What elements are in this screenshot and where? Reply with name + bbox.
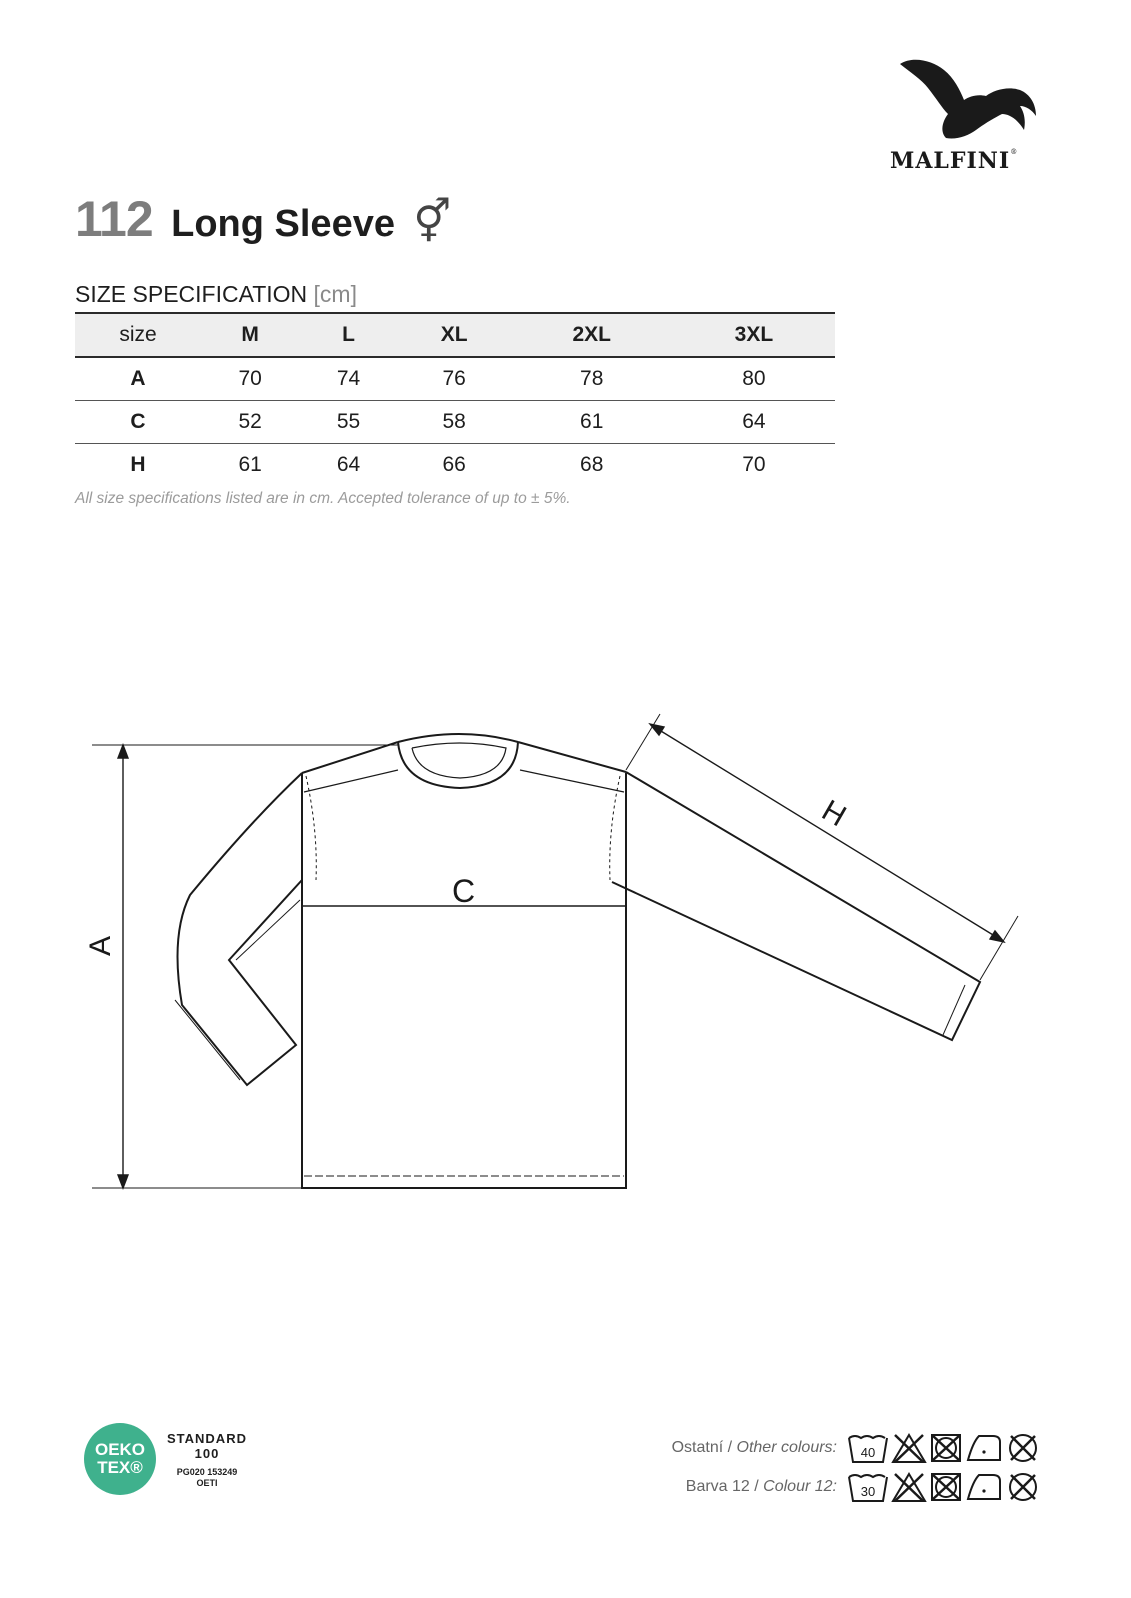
header-cell: XL (398, 313, 511, 357)
dimension-h (626, 714, 1018, 980)
table-cell: 74 (299, 357, 397, 401)
garment-diagram (0, 690, 1131, 1210)
table-cell: 58 (398, 401, 511, 444)
tolerance-note: All size specifications listed are in cm. Accepted tolerance of up to ± 5%. (75, 490, 571, 507)
care-label: Barva 12 / Colour 12: (685, 1478, 837, 1495)
table-cell: 68 (580, 453, 604, 476)
table-cell: 64 (673, 401, 835, 444)
table-cell: 61 (511, 401, 673, 444)
shirt-outline (175, 734, 980, 1188)
oeko-tex-logo: OEKO TEX® (84, 1423, 156, 1495)
care-icons (847, 1471, 1041, 1503)
size-table (75, 312, 835, 486)
eagle-icon (898, 54, 1038, 142)
standard-label: STANDARD 100 (167, 1431, 247, 1461)
table-cell: 76 (398, 357, 511, 401)
svg-text:40: 40 (860, 1445, 876, 1460)
header-cell: 3XL (673, 313, 835, 357)
row-label: A (75, 357, 201, 401)
no-bleach-icon (891, 1471, 927, 1503)
table-row (75, 401, 835, 444)
unit-label: [cm] (313, 281, 357, 307)
no-dry-clean-icon (1005, 1432, 1041, 1464)
no-dry-clean-icon (1005, 1471, 1041, 1503)
dimension-a-label: A (84, 935, 117, 956)
oeko-tex-badge (84, 1423, 259, 1498)
unisex-icon: ⚥ (413, 197, 452, 246)
wash-icon (847, 1471, 889, 1503)
brand-name: MALFINI® (890, 148, 1019, 174)
dimension-a (92, 745, 398, 1188)
dimension-h-label: H (816, 793, 852, 834)
product-name: Long Sleeve (171, 203, 395, 245)
no-tumble-dry-icon (929, 1471, 963, 1503)
row-label: H (130, 453, 146, 476)
dimension-c-label: C (452, 873, 476, 909)
table-cell: 61 (238, 453, 262, 476)
table-cell: 66 (442, 453, 466, 476)
table-row (75, 444, 835, 487)
care-icons (847, 1432, 1041, 1464)
row-label: C (75, 401, 201, 444)
table-cell: 78 (511, 357, 673, 401)
size-spec-heading: SIZE SPECIFICATION [cm] (75, 281, 357, 307)
header-cell: L (299, 313, 397, 357)
care-label: Ostatní / Other colours: (671, 1439, 837, 1456)
iron-low-icon (965, 1471, 1003, 1503)
header-cell: size (75, 313, 201, 357)
product-code: 112 (75, 191, 153, 247)
brand-logo (890, 54, 1040, 174)
certificate-number: PG020 153249 OETI (176, 1467, 238, 1488)
table-cell: 52 (201, 401, 299, 444)
care-row-other-colours (672, 1431, 1041, 1465)
iron-low-icon (965, 1432, 1003, 1464)
no-bleach-icon (891, 1432, 927, 1464)
table-header-row (75, 313, 835, 357)
no-tumble-dry-icon (929, 1432, 963, 1464)
table-cell: 70 (201, 357, 299, 401)
header-cell: M (201, 313, 299, 357)
table-row (75, 357, 835, 401)
table-cell: 70 (742, 453, 766, 476)
table-cell: 64 (336, 453, 361, 476)
svg-text:30: 30 (860, 1484, 876, 1499)
header-cell: 2XL (511, 313, 673, 357)
table-cell: 55 (299, 401, 397, 444)
product-title (75, 190, 451, 248)
care-row-colour-12 (686, 1470, 1041, 1504)
wash-icon (847, 1432, 889, 1464)
table-cell: 80 (673, 357, 835, 401)
